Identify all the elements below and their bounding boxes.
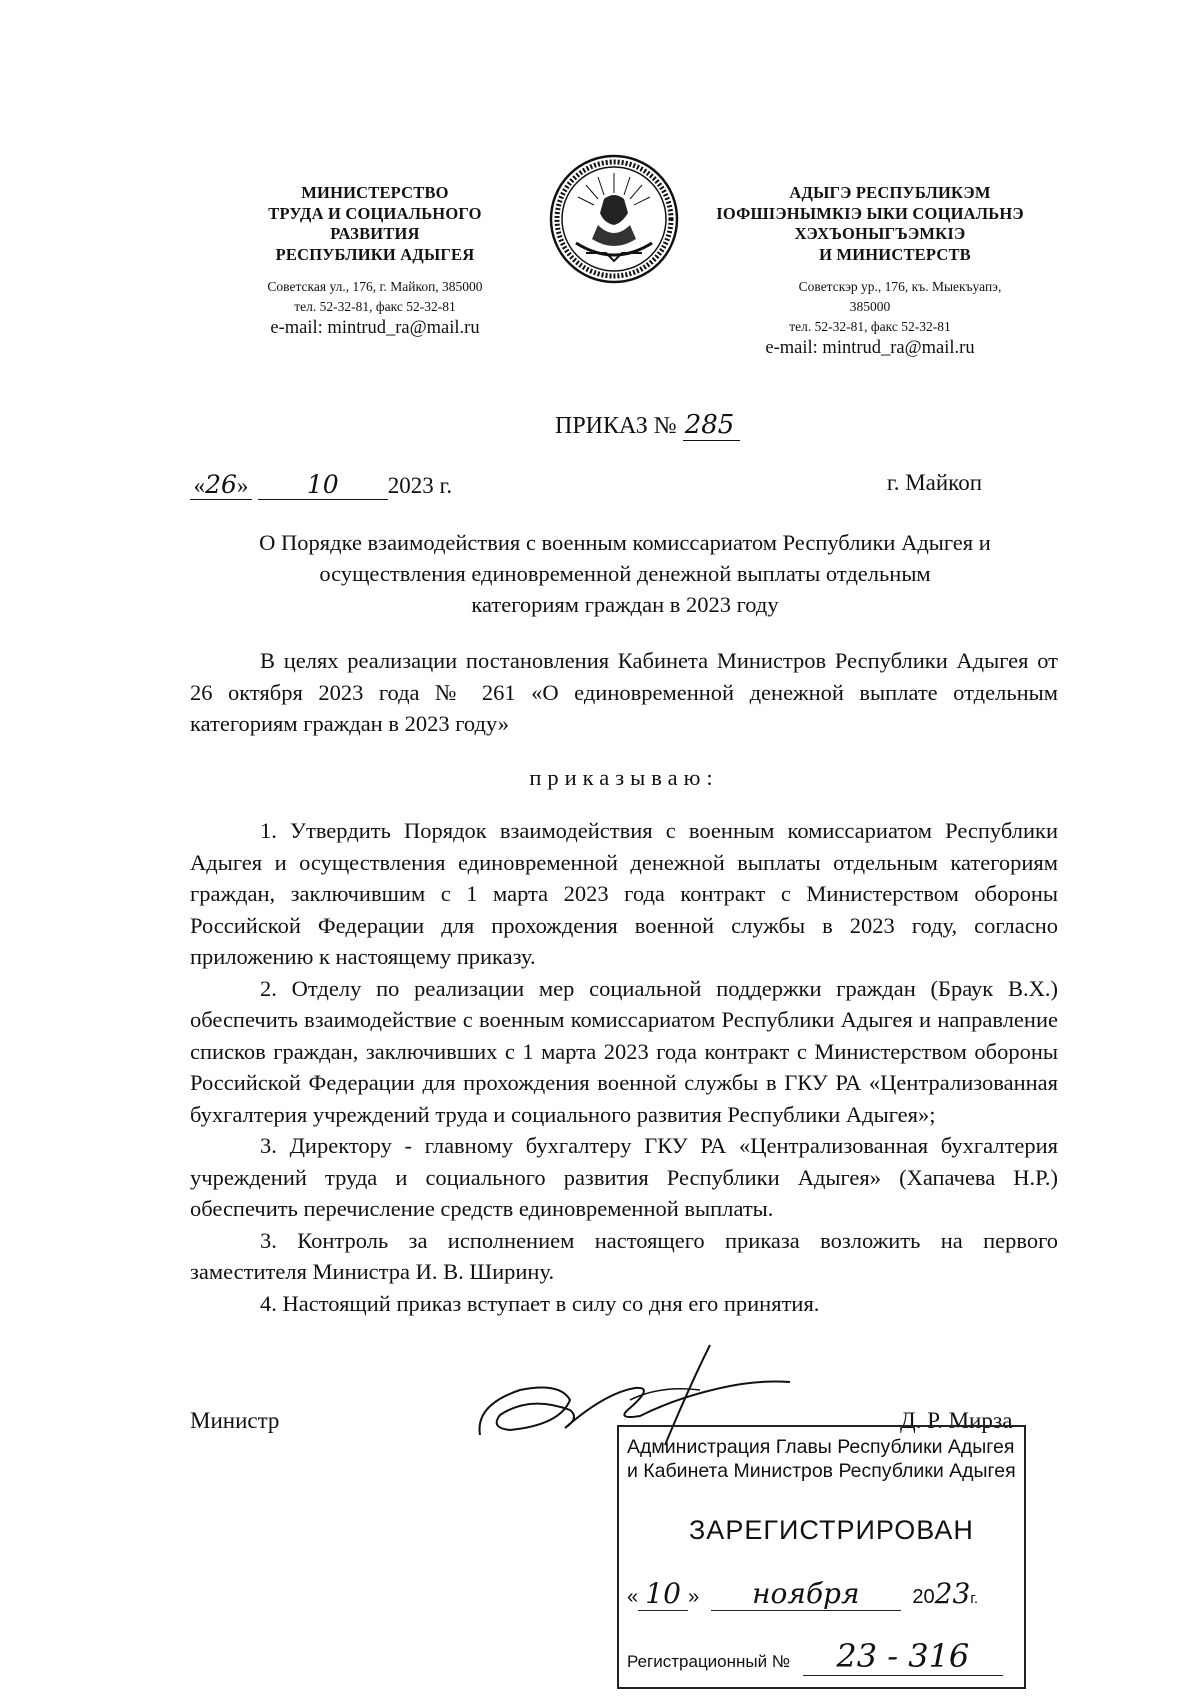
address-line: Советская ул., 176, г. Майкоп, 385000 [267,279,483,294]
email-ru: e-mail: mintrud_ra@mail.ru [270,318,480,338]
stamp-header [627,1435,1016,1483]
address-line: Советскэр ур., 176, къ. Мыекъуапэ, [798,279,1002,294]
ministry-name-ady [680,183,1060,265]
registration-stamp [617,1425,1026,1689]
ministry-name-line: АДЫГЭ РЕСПУБЛИКЭМ [789,183,991,202]
order-subject [180,527,1070,620]
address-ady [680,277,1060,337]
email-ady: e-mail: mintrud_ra@mail.ru [765,338,975,358]
ministry-name-line: ІОФШІЭНЫМКІЭ ЫКИ СОЦИАЛЬНЭ [716,203,1024,223]
ministry-name-line: И МИНИСТЕРСТВ [819,244,971,264]
stamp-line: Администрация Главы Республики Адыгея [627,1436,1015,1458]
decree-word: приказываю: [529,765,719,790]
order-number: 285 [683,410,741,441]
preamble [190,645,1058,740]
postcode-line: 385000 [849,299,891,314]
stamp-reg-label: Регистрационный № [627,1652,791,1671]
order-date: «26» 10 2023 г. [190,470,452,500]
header-right [680,183,1060,359]
subject-line: О Порядке взаимодействия с военным комиссариатом Республики Адыгея и [259,530,991,555]
stamp-line: и Кабинета Министров Республики Адыгея [627,1460,1016,1482]
stamp-status: ЗАРЕГИСТРИРОВАН [689,1515,974,1545]
order-title-label: ПРИКАЗ № [555,413,677,439]
signer-name: Д. Р. Мирза [900,1408,1013,1433]
stamp-year-unit: г. [970,1590,979,1607]
stamp-reg-number [627,1637,1003,1676]
stamp-year-prefix: 20 [912,1586,935,1608]
order-year: 2023 г. [387,473,453,498]
stamp-reg-value: 23 - 316 [836,1637,970,1675]
ministry-name-line: РАЗВИТИЯ [330,224,420,243]
ministry-name-line: ТРУДА И СОЦИАЛЬНОГО [268,203,482,223]
stamp-year-suffix: 23 [934,1577,971,1610]
header-left [225,183,525,339]
ministry-name-ru [225,183,525,265]
stamp-date: « 10 » ноября 2023г. [627,1577,979,1610]
coat-of-arms-icon [548,153,680,285]
ministry-name-line: МИНИСТЕРСТВО [301,183,449,202]
preamble-text: В целях реализации постановления Кабинета Министров Республики Адыгея от 26 октября 2023 года № 261 «О единовременной денежной выплате отдельным категориям граждан в 2023 году» [190,648,1058,736]
stamp-day: 10 [645,1577,681,1610]
order-month: 10 [306,470,339,499]
ministry-name-line: ХЭХЪОНЫГЪЭМКІЭ [794,224,966,243]
phone-line: тел. 52-32-81, факс 52-32-81 [789,319,951,334]
order-item: 3. Директору - главному бухгалтеру ГКУ РА «Централизованная бухгалтерия учреждений труда и социального развития Республики Адыгея» (Хапачева Н.Р.) обеспечить перечисление средств единовременной выплаты. [190,1133,1058,1221]
order-item: 4. Настоящий приказ вступает в силу со дня его принятия. [260,1290,820,1316]
order-item: 2. Отделу по реализации мер социальной поддержки граждан (Браук В.Х.) обеспечить взаимодействие с военным комиссариатом Республики Адыгея и направление списков граждан, заключивших с 1 марта 2023 года контракт с Министерством обороны Российской Федерации для прохождения военной службы в ГКУ РА «Централизованная бухгалтерия учреждений труда и социального развития Республики Адыгея»; [190,975,1058,1127]
signer-position: Министр [190,1408,280,1433]
phone-line: тел. 52-32-81, факс 52-32-81 [294,299,456,314]
address-ru [225,277,525,317]
subject-line: категориям граждан в 2023 году [471,592,779,617]
subject-line: осуществления единовременной денежной выплаты отдельным [319,561,931,586]
ministry-name-line: РЕСПУБЛИКИ АДЫГЕЯ [275,244,475,264]
order-city: г. Майкоп [886,470,982,495]
order-items [190,815,1058,1319]
order-item: 1. Утвердить Порядок взаимодействия с военным комиссариатом Республики Адыгея и осуществления единовременной денежной выплаты отдельным категориям граждан, заключившим с 1 марта 2023 года контракт с Министерством обороны Российской Федерации для прохождения военной службы в 2023 году, согласно приложению к настоящему приказу. [190,818,1058,969]
order-title [555,410,740,440]
order-item: 3. Контроль за исполнением настоящего приказа возложить на первого заместителя Министра И. В. Ширину. [190,1227,1058,1284]
stamp-month: ноября [752,1577,860,1610]
order-day: 26 [205,470,237,499]
